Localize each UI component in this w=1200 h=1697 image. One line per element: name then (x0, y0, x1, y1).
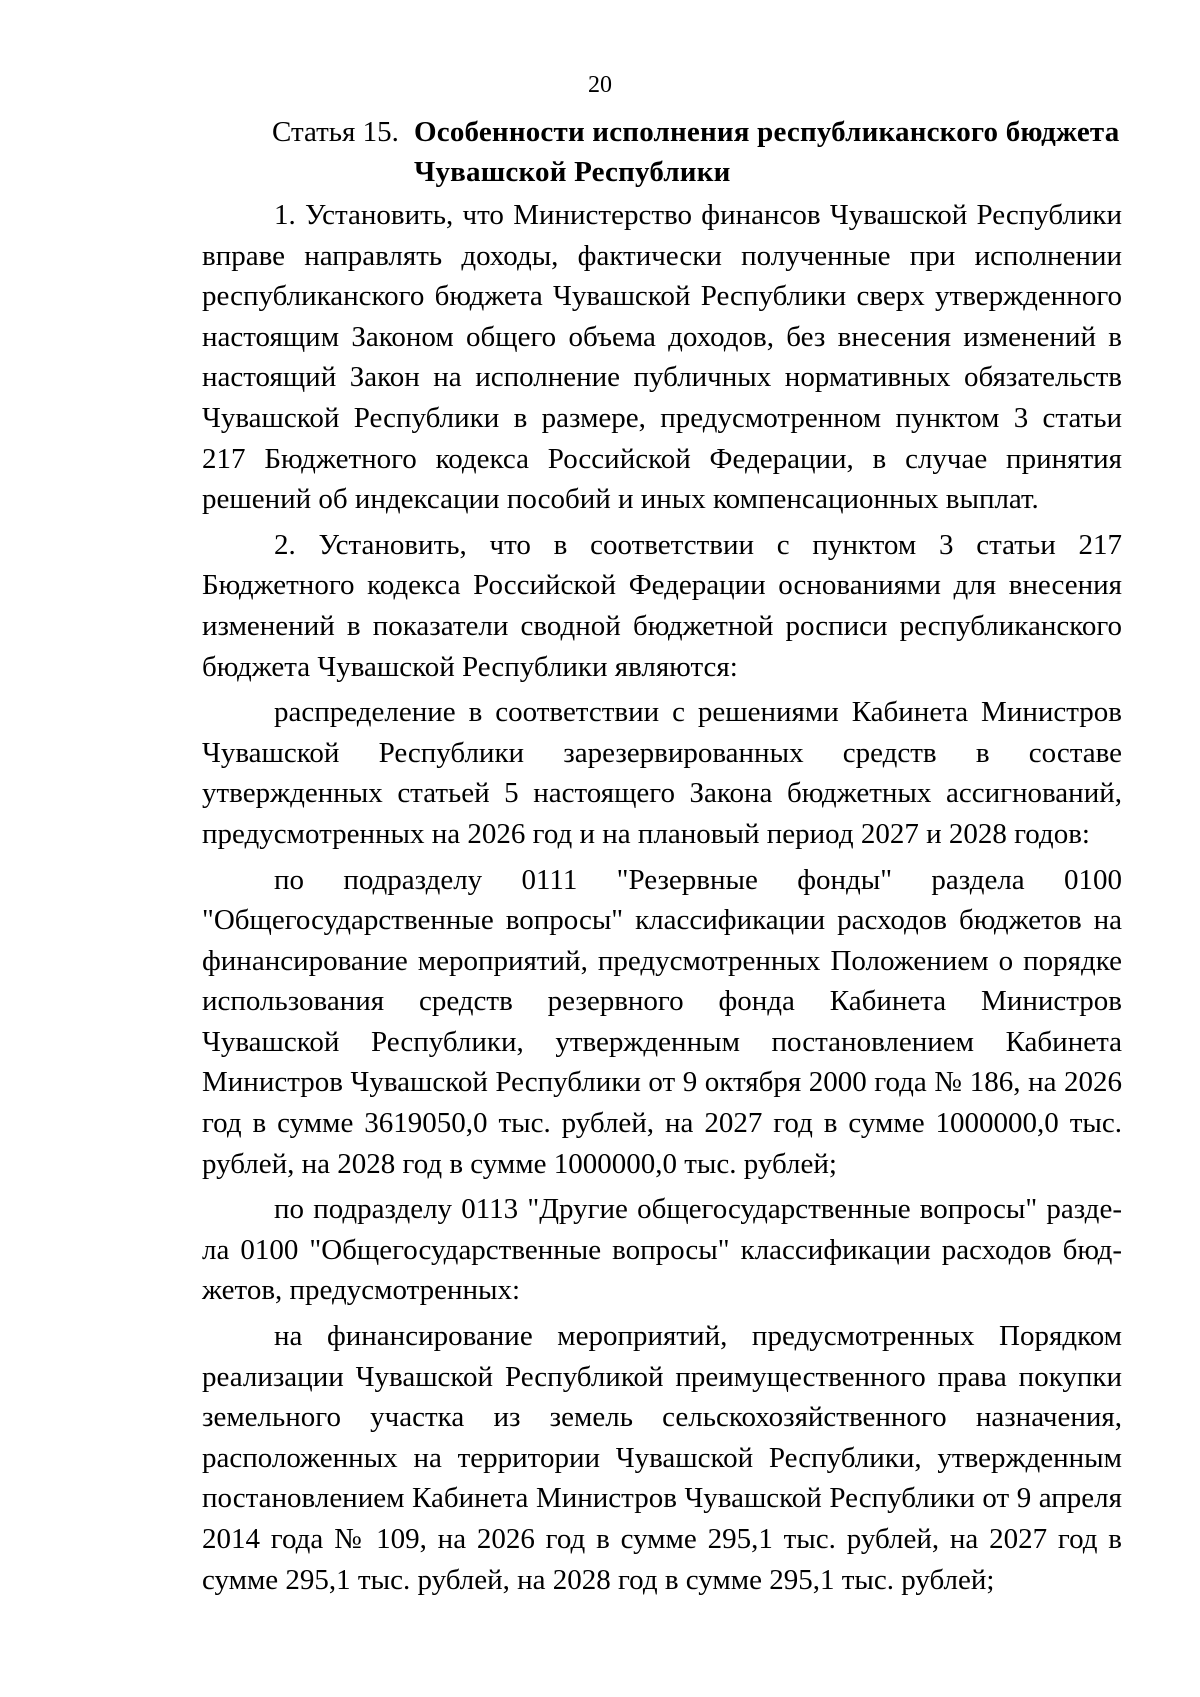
paragraph: по подразделу 0111 "Резервные фонды" раздела 0100 "Общегосударственные вопросы" классификации расходов бюджетов на финансирование мероприятий, предусмотренных Положением о порядке использования средств резервного фонда Кабинета Министров Чувашской Республики, утвержденным постановлением Кабинета Министров Чувашской Республики от 9 октября 2000 года № 186, на 2026 год в сумме 3619050,0 тыс. рублей, на 2027 год в сумме 1000000,0 тыс. рублей, на 2028 год в сумме 1000000,0 тыс. рублей; (202, 863, 1122, 1180)
paragraph: 1. Установить, что Министерство финансов Чувашской Республики вправе направлять доходы, фактически полученные при исполнении республиканского бюджета Чувашской Республики сверх утвержденного настоящим Законом общего объема доходов, без внесения изменений в настоящий Закон на исполнение публичных нормативных обязательств Чувашской Республики в размере, предусмотренном пунктом 3 статьи 217 Бюджетного кодекса Российской Федерации, в случае принятия решений об индексации пособий и иных компенсационных выплат. (202, 199, 1122, 516)
paragraph: на финансирование мероприятий, предусмотренных Порядком реализации Чувашской Республикой преимущественного права покупки земельного участка из земель сельскохозяйственного назначения, расположенных на территории Чувашской Республики, утвержденным постановлением Кабинета Министров Чувашской Республики от 9 апреля 2014 года № 109, на 2026 год в сумме 295,1 тыс. рублей, на 2027 год в сумме 295,1 тыс. рублей, на 2028 год в сумме 295,1 тыс. рублей; (202, 1320, 1122, 1596)
page-number: 20 (588, 72, 612, 98)
article-heading (272, 112, 1132, 192)
article-label: Статья 15. (272, 116, 399, 148)
paragraph: по подразделу 0113 "Другие общегосударственные вопросы" раздела 0100 "Общегосударственные вопросы" классификации расходов бюджетов, предусмотренных: (202, 1193, 1122, 1307)
paragraph: распределение в соответствии с решениями Кабинета Министров Чувашской Республики зарезервированных средств в составе утвержденных статьей 5 настоящего Закона бюджетных ассигнований, предусмотренных на 2026 год и на плановый период 2027 и 2028 годов: (202, 696, 1122, 850)
article-title: Особенности исполнения республиканского бюджета Чувашской Республики (414, 116, 1120, 188)
paragraph: 2. Установить, что в соответствии с пунктом 3 статьи 217 Бюджетного кодекса Российской Федерации основаниями для внесения изменений в показатели сводной бюджетной росписи республиканского бюджета Чувашской Республики являются: (202, 528, 1122, 683)
document-body (202, 195, 1122, 1605)
